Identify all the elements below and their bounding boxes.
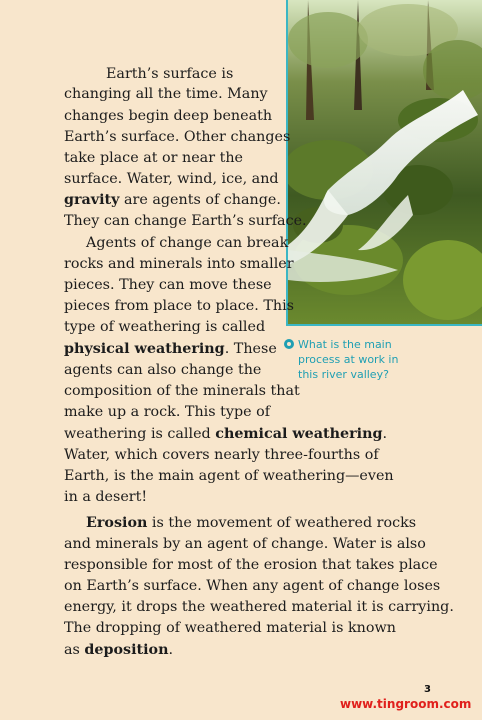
question-icon — [284, 339, 294, 349]
river-valley-photo — [286, 0, 482, 326]
text-line: The dropping of weathered material is known — [64, 620, 396, 636]
text-line: make up a rock. This type of — [64, 404, 270, 420]
text-line: and minerals by an agent of change. Water is also — [64, 536, 426, 552]
caption-line-3: this river valley? — [298, 368, 389, 381]
text-line: Earth’s surface. Other changes — [64, 129, 291, 145]
watermark: www.tingroom.com — [340, 697, 472, 711]
text-line: gravity are agents of change. — [64, 192, 281, 208]
text-line: take place at or near the — [64, 150, 243, 166]
text-line: responsible for most of the erosion that takes place — [64, 557, 438, 573]
text-line: weathering is called chemical weathering. — [64, 426, 388, 442]
text-line: agents can also change the — [64, 362, 262, 378]
term-deposition: deposition — [84, 642, 169, 658]
text-line: as deposition. — [64, 642, 174, 658]
text-line: Erosion is the movement of weathered rocks — [86, 515, 417, 531]
photo-caption — [284, 337, 474, 382]
text-line: Agents of change can break — [86, 235, 289, 251]
caption-line-2: process at work in — [298, 353, 399, 366]
text-line: physical weathering. These — [64, 341, 277, 357]
text-line: rocks and minerals into smaller — [64, 256, 294, 272]
term-gravity: gravity — [64, 192, 120, 208]
term-chemical-weathering: chemical weathering — [215, 426, 383, 442]
text-line: pieces. They can move these — [64, 277, 272, 293]
text-line: composition of the minerals that — [64, 383, 300, 399]
text-line: Earth, is the main agent of weathering—even — [64, 468, 394, 484]
text-line: changes begin deep beneath — [64, 108, 273, 124]
term-physical-weathering: physical weathering — [64, 341, 225, 357]
text-line: Water, which covers nearly three-fourths of — [64, 447, 379, 463]
term-erosion: Erosion — [86, 515, 148, 531]
text-line: on Earth’s surface. When any agent of change loses — [64, 578, 441, 594]
text-line: type of weathering is called — [64, 319, 266, 335]
text-line: They can change Earth’s surface. — [64, 213, 307, 229]
text-line: in a desert! — [64, 489, 148, 505]
text-line: pieces from place to place. This — [64, 298, 294, 314]
text-line: energy, it drops the weathered material it is carrying. — [64, 599, 454, 615]
text-line: changing all the time. Many — [64, 86, 268, 102]
text-line: surface. Water, wind, ice, and — [64, 171, 279, 187]
text-line: Earth’s surface is — [106, 66, 234, 82]
page-number: 3 — [424, 684, 431, 695]
caption-line-1: What is the main — [298, 338, 392, 351]
